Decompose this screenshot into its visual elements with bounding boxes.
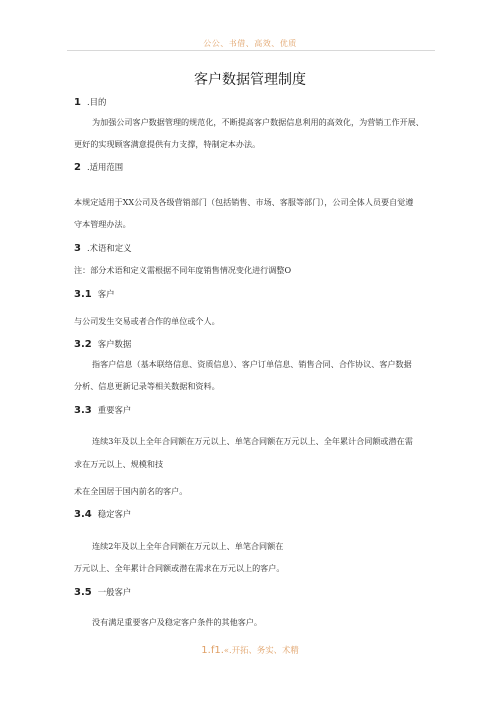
section-heading xyxy=(74,288,114,300)
section-number: 2 xyxy=(74,162,81,173)
document-title: 客户数据管理制度 xyxy=(194,72,306,88)
body-line: 为加强公司客户数据管理的规范化，不断提高客户数据信息利用的高效化，为营销工作开展、 xyxy=(92,117,424,127)
body-line: 没有满足重要客户及稳定客户条件的其他客户。 xyxy=(92,617,262,627)
body-line: 更好的实现顾客满意提供有力支撑，特制定本办法。 xyxy=(74,139,261,149)
section-number: 3.5 xyxy=(74,587,92,598)
body-line: 求在万元以上、规模和技 xyxy=(74,459,164,469)
section-title: .适用范围 xyxy=(86,162,124,172)
body-line: 指客户信息（基本联络信息、资质信息）、客户订单信息、销售合同、合作协议、客户数据 xyxy=(92,359,412,369)
body-line: 注：部分术语和定义需根据不同年度销售情况变化进行调整O xyxy=(74,265,292,275)
section-heading xyxy=(74,242,132,254)
section-title: .术语和定义 xyxy=(86,243,132,253)
section-heading xyxy=(74,586,131,598)
section-title: 客户 xyxy=(97,289,115,299)
body-line: 连续3年及以上全年合同额在万元以上、单笔合同额在万元以上、全年累计合同额或潜在需 xyxy=(92,436,413,446)
body-line: 守本管理办法。 xyxy=(74,219,131,229)
section-heading xyxy=(74,96,106,108)
section-number: 3.3 xyxy=(74,405,92,416)
section-number: 1 xyxy=(74,97,81,108)
page-footer-slogan xyxy=(0,644,500,656)
body-line: 分析、信息更新记录等相关数据和资料。 xyxy=(74,381,220,391)
section-title: 一般客户 xyxy=(97,587,132,597)
body-line: 连续2年及以上全年合同额在万元以上、单笔合同额在 xyxy=(92,541,284,551)
page-header-slogan: 公公、书借、高效、优质 xyxy=(203,39,297,48)
section-title: 客户数据 xyxy=(97,339,132,349)
section-heading xyxy=(74,404,131,416)
section-number: 3 xyxy=(74,243,81,254)
section-title: .目的 xyxy=(86,97,107,107)
footer-text: «.开拓、务实、术精 xyxy=(223,645,299,655)
section-number: 3.1 xyxy=(74,289,92,300)
footer-lead: 1.f1. xyxy=(201,645,224,656)
section-title: 稳定客户 xyxy=(97,509,132,519)
section-heading xyxy=(74,338,131,350)
body-line: 与公司发生交易或者合作的单位或个人。 xyxy=(74,316,220,326)
body-line: 万元以上、全年累计合同额或潜在需求在万元以上的客户。 xyxy=(74,563,285,573)
section-heading xyxy=(74,508,131,520)
body-line: 本规定适用于XX公司及各级营销部门（包括销售、市场、客服等部门），公司全体人员要自觉遵 xyxy=(74,197,414,207)
section-number: 3.2 xyxy=(74,339,92,350)
section-title: 重要客户 xyxy=(97,405,132,415)
section-heading xyxy=(74,161,123,173)
section-number: 3.4 xyxy=(74,509,92,520)
header-divider xyxy=(67,50,435,51)
body-line: 术在全国居于国内前名的客户。 xyxy=(74,486,188,496)
